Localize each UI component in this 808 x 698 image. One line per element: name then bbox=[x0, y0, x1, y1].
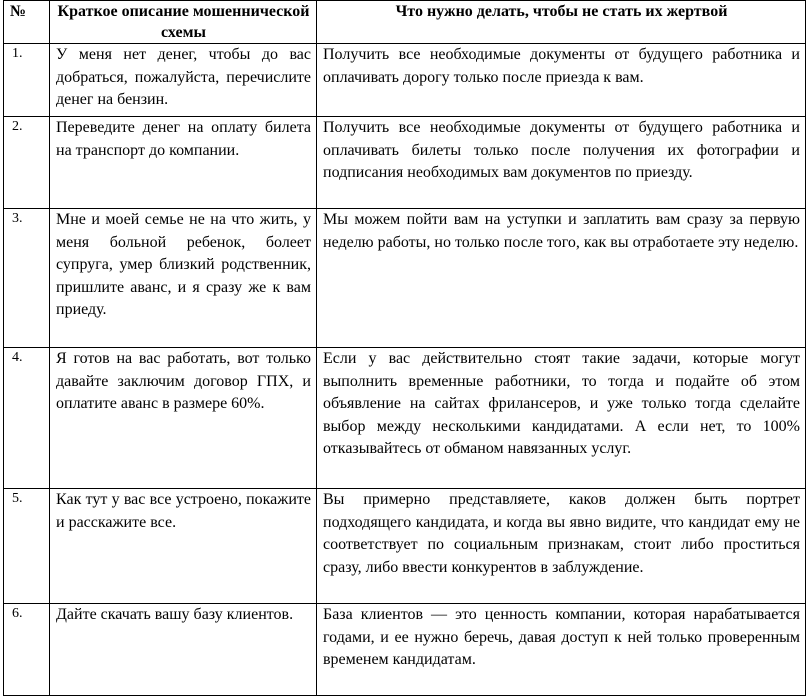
row-number: 3. bbox=[4, 209, 50, 348]
row-number: 5. bbox=[4, 489, 50, 604]
table-row bbox=[4, 348, 806, 489]
header-number: № bbox=[4, 1, 50, 44]
prevention-advice: Получить все необходимые документы от будущего работника и оплачивать дорогу только после приезда к вам. bbox=[317, 44, 806, 117]
row-number: 4. bbox=[4, 348, 50, 489]
table-row bbox=[4, 209, 806, 348]
row-number: 6. bbox=[4, 604, 50, 696]
scheme-description: Переведите денег на оплату билета на транспорт до компании. bbox=[50, 117, 317, 209]
prevention-advice: Вы примерно представляете, каков должен быть портрет подходящего кандидата, и когда вы явно видите, что кандидат ему не соответствует по социальным признакам, стоит либо проститься сразу, либо ввести конкурентов в заблуждение. bbox=[317, 489, 806, 604]
scheme-description: Как тут у вас все устроено, покажите и расскажите все. bbox=[50, 489, 317, 604]
prevention-advice: Мы можем пойти вам на уступки и заплатить вам сразу за первую неделю работы, но только после того, как вы отработаете эту неделю. bbox=[317, 209, 806, 348]
prevention-advice: Если у вас действительно стоят такие задачи, которые могут выполнить временные работники, то тогда и подайте об этом объявление на сайтах фрилансеров, и уже только тогда сделайте выбор между несколькими кандидатами. А если нет, то 100% отказывайтесь от обманом навязанных услуг. bbox=[317, 348, 806, 489]
table-row bbox=[4, 489, 806, 604]
header-advice: Что нужно делать, чтобы не стать их жертвой bbox=[317, 1, 806, 44]
fraud-schemes-table bbox=[3, 0, 806, 696]
scheme-description: Я готов на вас работать, вот только давайте заключим договор ГПХ, и оплатите аванс в размере 60%. bbox=[50, 348, 317, 489]
scheme-description: У меня нет денег, чтобы до вас добраться, пожалуйста, перечислите денег на бензин. bbox=[50, 44, 317, 117]
prevention-advice: База клиентов — это ценность компании, которая нарабатывается годами, и ее нужно беречь, давая доступ к ней только проверенным временем кандидатам. bbox=[317, 604, 806, 696]
table-row bbox=[4, 604, 806, 696]
prevention-advice: Получить все необходимые документы от будущего работника и оплачивать билеты только после получения их фотографии и подписания необходимых вам документов по приезду. bbox=[317, 117, 806, 209]
table-row bbox=[4, 117, 806, 209]
table-row bbox=[4, 44, 806, 117]
header-scheme: Краткое описание мошеннической схемы bbox=[50, 1, 317, 44]
scheme-description: Мне и моей семье не на что жить, у меня больной ребенок, болеет супруга, умер близкий родственник, пришлите аванс, и я сразу же к вам приеду. bbox=[50, 209, 317, 348]
row-number: 2. bbox=[4, 117, 50, 209]
row-number: 1. bbox=[4, 44, 50, 117]
header-row bbox=[4, 1, 806, 44]
scheme-description: Дайте скачать вашу базу клиентов. bbox=[50, 604, 317, 696]
